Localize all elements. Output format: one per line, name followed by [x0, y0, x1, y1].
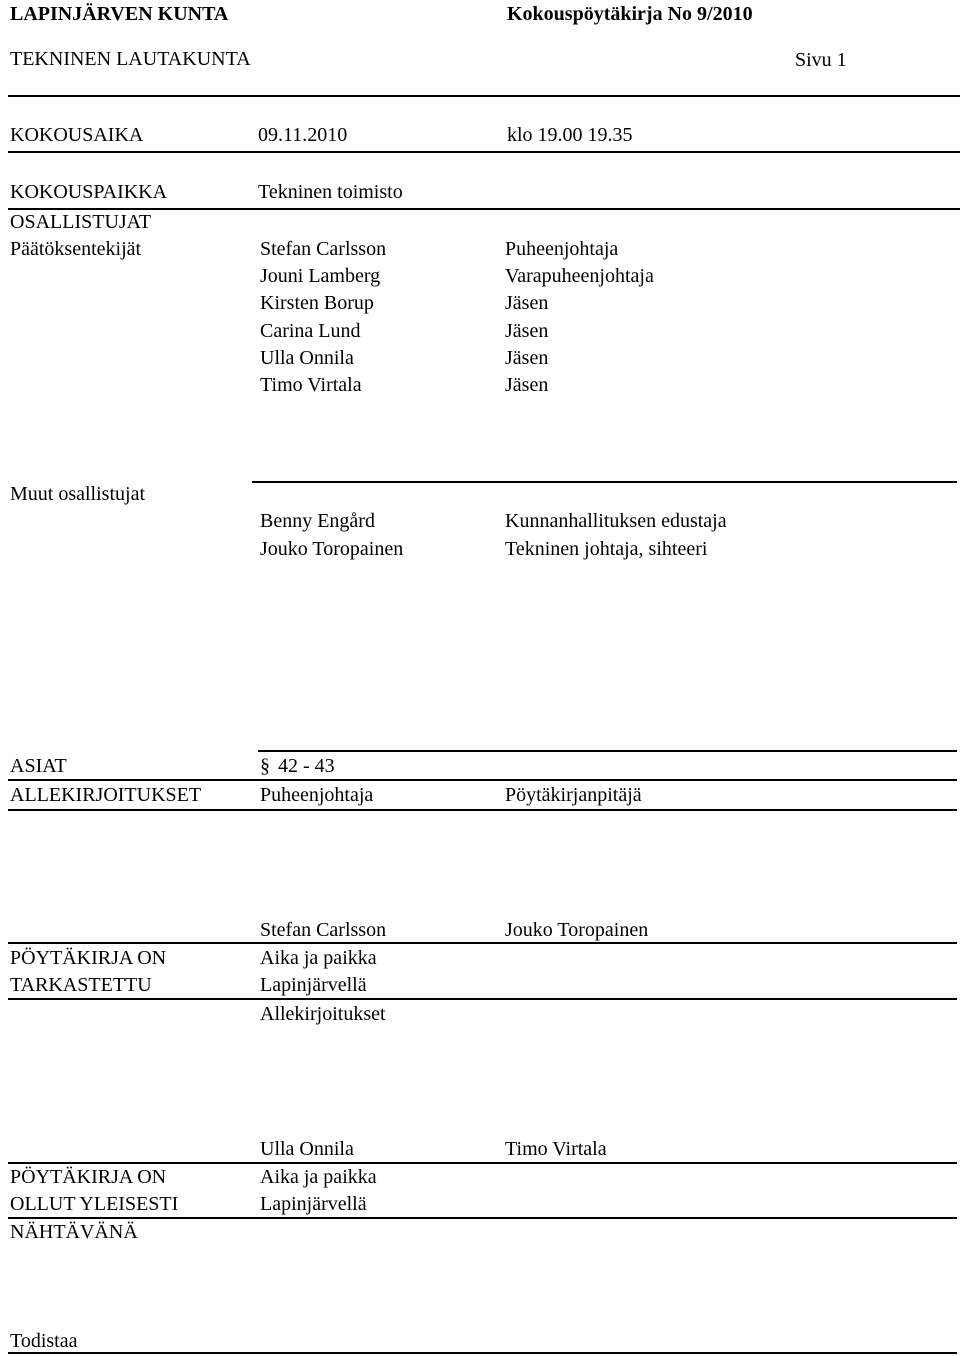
- divider: [8, 942, 957, 944]
- checked-label: PÖYTÄKIRJA ON: [10, 947, 167, 969]
- document-title: Kokouspöytäkirja No 9/2010: [507, 3, 753, 25]
- other-participant-name: Jouko Toropainen: [260, 538, 404, 560]
- certify-label: Todistaa: [10, 1330, 78, 1352]
- meeting-time: klo 19.00 19.35: [507, 124, 633, 146]
- checked-signatures: Allekirjoitukset: [260, 1003, 386, 1025]
- decision-maker-role: Jäsen: [505, 347, 549, 369]
- checked-label: TARKASTETTU: [10, 974, 152, 996]
- decision-maker-role: Jäsen: [505, 292, 549, 314]
- section-symbol: §: [260, 755, 270, 777]
- divider: [8, 151, 960, 153]
- matters-range: 42 - 43: [278, 755, 335, 777]
- divider: [8, 1352, 957, 1354]
- checker-name: Ulla Onnila: [260, 1138, 354, 1160]
- decision-maker-role: Varapuheenjohtaja: [505, 265, 654, 287]
- decision-maker-role: Jäsen: [505, 374, 549, 396]
- divider: [258, 750, 957, 752]
- secretary-label: Pöytäkirjanpitäjä: [505, 784, 642, 806]
- decision-maker-name: Carina Lund: [260, 320, 361, 342]
- checked-time-place: Aika ja paikka: [260, 947, 377, 969]
- divider: [8, 95, 960, 97]
- board-name: TEKNINEN LAUTAKUNTA: [10, 48, 251, 70]
- page-number: Sivu 1: [795, 49, 847, 71]
- decision-maker-name: Stefan Carlsson: [260, 238, 387, 260]
- divider: [8, 809, 957, 811]
- other-participant-name: Benny Engård: [260, 510, 375, 532]
- divider: [8, 998, 957, 1000]
- public-label: NÄHTÄVÄNÄ: [10, 1221, 138, 1243]
- meeting-date: 09.11.2010: [258, 124, 348, 146]
- public-label: OLLUT YLEISESTI: [10, 1193, 179, 1215]
- divider: [252, 481, 957, 483]
- chair-label: Puheenjohtaja: [260, 784, 374, 806]
- decision-maker-name: Timo Virtala: [260, 374, 362, 396]
- other-participant-role: Tekninen johtaja, sihteeri: [505, 538, 708, 560]
- checker-name: Timo Virtala: [505, 1138, 607, 1160]
- divider: [8, 1162, 957, 1164]
- checked-place: Lapinjärvellä: [260, 974, 367, 996]
- matters-label: ASIAT: [10, 755, 67, 777]
- divider: [8, 1217, 957, 1219]
- meeting-place: Tekninen toimisto: [258, 181, 403, 203]
- decision-maker-role: Jäsen: [505, 320, 549, 342]
- divider: [8, 208, 960, 210]
- decision-maker-name: Kirsten Borup: [260, 292, 374, 314]
- municipality-name: LAPINJÄRVEN KUNTA: [10, 3, 229, 25]
- decision-makers-label: Päätöksentekijät: [10, 238, 142, 260]
- signatures-label: ALLEKIRJOITUKSET: [10, 784, 202, 806]
- public-place: Lapinjärvellä: [260, 1193, 367, 1215]
- place-label: KOKOUSPAIKKA: [10, 181, 168, 203]
- public-label: PÖYTÄKIRJA ON: [10, 1166, 167, 1188]
- decision-maker-name: Jouni Lamberg: [260, 265, 381, 287]
- participants-label: OSALLISTUJAT: [10, 211, 152, 233]
- public-time-place: Aika ja paikka: [260, 1166, 377, 1188]
- others-label: Muut osallistujat: [10, 483, 145, 505]
- other-participant-role: Kunnanhallituksen edustaja: [505, 510, 727, 532]
- decision-maker-name: Ulla Onnila: [260, 347, 354, 369]
- decision-maker-role: Puheenjohtaja: [505, 238, 619, 260]
- secretary-name: Jouko Toropainen: [505, 919, 649, 941]
- divider: [8, 779, 957, 781]
- time-label: KOKOUSAIKA: [10, 124, 144, 146]
- chair-name: Stefan Carlsson: [260, 919, 387, 941]
